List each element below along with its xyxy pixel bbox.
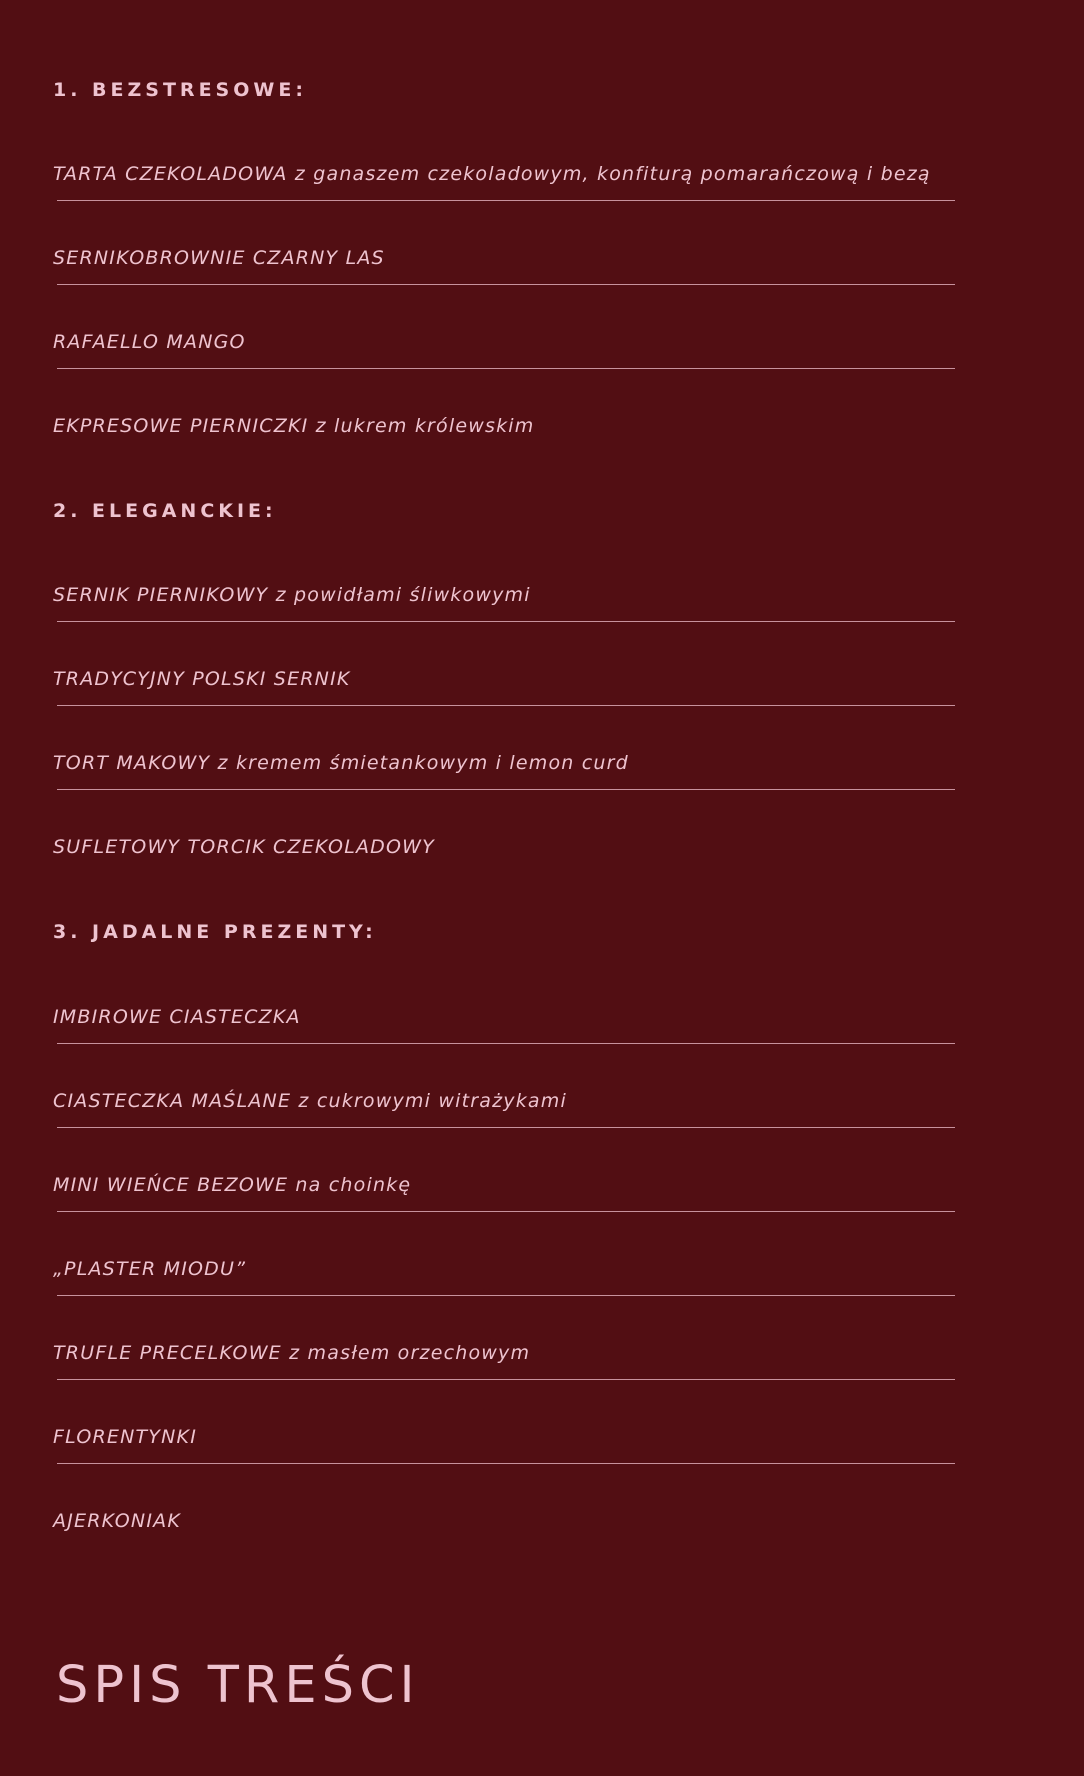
item-name: „PLASTER MIODU” xyxy=(53,1258,247,1280)
list-item[interactable] xyxy=(53,414,953,498)
divider xyxy=(57,789,955,790)
section-heading-jadalne-prezenty: 3. JADALNE PREZENTY: xyxy=(53,921,377,943)
item-label xyxy=(53,1341,530,1365)
list-item[interactable] xyxy=(53,835,953,919)
item-name: RAFAELLO MANGO xyxy=(53,331,246,353)
divider xyxy=(57,368,955,369)
list-item[interactable] xyxy=(53,1509,953,1593)
item-label xyxy=(53,1089,567,1113)
item-name: TRUFLE PRECELKOWE xyxy=(53,1342,282,1364)
divider xyxy=(57,1295,955,1296)
item-description: z lukrem królewskim xyxy=(308,415,535,437)
divider xyxy=(57,1043,955,1044)
item-label xyxy=(53,162,931,186)
item-description: z ganaszem czekoladowym, konfiturą pomarańczową i bezą xyxy=(287,163,931,185)
list-item[interactable] xyxy=(53,1173,953,1257)
item-description: z powidłami śliwkowymi xyxy=(268,584,531,606)
item-name: TRADYCYJNY POLSKI SERNIK xyxy=(53,668,351,690)
item-description: z masłem orzechowym xyxy=(281,1342,531,1364)
list-item[interactable] xyxy=(53,1341,953,1425)
item-description: na choinkę xyxy=(288,1174,412,1196)
divider xyxy=(57,621,955,622)
list-item[interactable] xyxy=(53,1089,953,1173)
item-label xyxy=(53,1173,411,1197)
item-label xyxy=(53,1005,301,1029)
item-label xyxy=(53,667,351,691)
section-heading-bezstresowe: 1. BEZSTRESOWE: xyxy=(53,79,307,101)
item-name: MINI WIEŃCE BEZOWE xyxy=(53,1174,289,1196)
list-item[interactable] xyxy=(53,246,953,330)
divider xyxy=(57,1127,955,1128)
item-description: z cukrowymi witrażykami xyxy=(291,1090,567,1112)
page-title: SPIS TREŚCI xyxy=(56,1656,420,1715)
item-label xyxy=(53,330,246,354)
divider xyxy=(57,1463,955,1464)
item-label xyxy=(53,414,534,438)
item-description: z kremem śmietankowym i lemon curd xyxy=(210,752,629,774)
item-label xyxy=(53,1257,246,1281)
item-name: EKPRESOWE PIERNICZKI xyxy=(53,415,309,437)
item-name: AJERKONIAK xyxy=(53,1510,181,1532)
item-name: TORT MAKOWY xyxy=(53,752,211,774)
list-item[interactable] xyxy=(53,583,953,667)
item-label xyxy=(53,835,435,859)
divider xyxy=(57,705,955,706)
list-item[interactable] xyxy=(53,162,953,246)
item-label xyxy=(53,751,629,775)
item-name: FLORENTYNKI xyxy=(53,1426,197,1448)
item-label xyxy=(53,246,385,270)
divider xyxy=(57,1379,955,1380)
item-label xyxy=(53,1425,197,1449)
section-heading-eleganckie: 2. ELEGANCKIE: xyxy=(53,500,277,522)
list-item[interactable] xyxy=(53,667,953,751)
item-name: CIASTECZKA MAŚLANE xyxy=(53,1090,292,1112)
list-item[interactable] xyxy=(53,1005,953,1089)
divider xyxy=(57,284,955,285)
item-name: SERNIK PIERNIKOWY xyxy=(53,584,269,606)
list-item[interactable] xyxy=(53,330,953,414)
item-name: TARTA CZEKOLADOWA xyxy=(53,163,288,185)
divider xyxy=(57,1211,955,1212)
item-name: SUFLETOWY TORCIK CZEKOLADOWY xyxy=(53,836,435,858)
list-item[interactable] xyxy=(53,1425,953,1509)
item-label xyxy=(53,1509,181,1533)
list-item[interactable] xyxy=(53,1257,953,1341)
item-name: SERNIKOBROWNIE CZARNY LAS xyxy=(53,247,385,269)
item-name: IMBIROWE CIASTECZKA xyxy=(53,1006,301,1028)
divider xyxy=(57,200,955,201)
item-label xyxy=(53,583,531,607)
list-item[interactable] xyxy=(53,751,953,835)
